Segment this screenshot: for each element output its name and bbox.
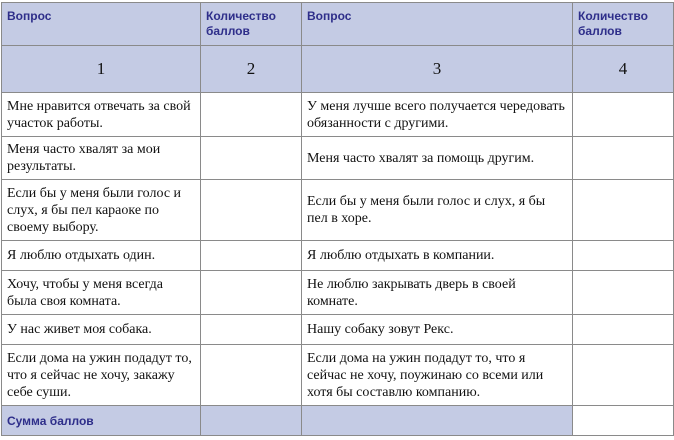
survey-table: [1, 2, 674, 436]
score-input-left[interactable]: [201, 180, 302, 241]
score-input-left[interactable]: [201, 315, 302, 345]
column-number-2: 2: [201, 46, 302, 93]
column-number-3: 3: [302, 46, 573, 93]
sum-score-right[interactable]: [573, 406, 674, 436]
question-left: Если дома на ужин подадут то, что я сейчас не хочу, закажу себе суши.: [2, 345, 201, 406]
header-score-left: Количество баллов: [201, 3, 302, 46]
question-left: Мне нравится отвечать за свой участок работы.: [2, 93, 201, 137]
question-right: Меня часто хвалят за помощь другим.: [302, 137, 573, 180]
score-input-left[interactable]: [201, 271, 302, 315]
column-number-1: 1: [2, 46, 201, 93]
score-input-right[interactable]: [573, 93, 674, 137]
question-left: Если бы у меня были голос и слух, я бы пел караоке по своему выбору.: [2, 180, 201, 241]
question-right: Если бы у меня были голос и слух, я бы пел в хоре.: [302, 180, 573, 241]
table-row: [2, 345, 674, 406]
score-input-left[interactable]: [201, 345, 302, 406]
question-left: У нас живет моя собака.: [2, 315, 201, 345]
table-row: [2, 93, 674, 137]
sum-label: Сумма баллов: [2, 406, 201, 436]
header-question-left: Вопрос: [2, 3, 201, 46]
question-right: Не люблю закрывать дверь в своей комнате.: [302, 271, 573, 315]
score-input-left[interactable]: [201, 241, 302, 271]
score-input-right[interactable]: [573, 137, 674, 180]
table-row: [2, 315, 674, 345]
table-row: [2, 241, 674, 271]
score-input-right[interactable]: [573, 241, 674, 271]
header-row: [2, 3, 674, 46]
question-right: У меня лучше всего получается чередовать обязанности с другими.: [302, 93, 573, 137]
table-row: [2, 271, 674, 315]
header-question-right: Вопрос: [302, 3, 573, 46]
question-right: Я люблю отдыхать в компании.: [302, 241, 573, 271]
question-left: Я люблю отдыхать один.: [2, 241, 201, 271]
score-input-right[interactable]: [573, 345, 674, 406]
score-input-right[interactable]: [573, 180, 674, 241]
score-input-left[interactable]: [201, 93, 302, 137]
header-score-right: Количество баллов: [573, 3, 674, 46]
question-left: Хочу, чтобы у меня всегда была своя комната.: [2, 271, 201, 315]
table-row: [2, 180, 674, 241]
score-input-right[interactable]: [573, 315, 674, 345]
question-right: Нашу собаку зовут Рекс.: [302, 315, 573, 345]
sum-spacer: [302, 406, 573, 436]
table-row: [2, 137, 674, 180]
column-number-4: 4: [573, 46, 674, 93]
column-number-row: [2, 46, 674, 93]
question-left: Меня часто хвалят за мои результаты.: [2, 137, 201, 180]
score-input-left[interactable]: [201, 137, 302, 180]
question-right: Если дома на ужин подадут то, что я сейчас не хочу, поужинаю со всеми или хотя бы составлю компанию.: [302, 345, 573, 406]
sum-row: [2, 406, 674, 436]
sum-score-left[interactable]: [201, 406, 302, 436]
score-input-right[interactable]: [573, 271, 674, 315]
